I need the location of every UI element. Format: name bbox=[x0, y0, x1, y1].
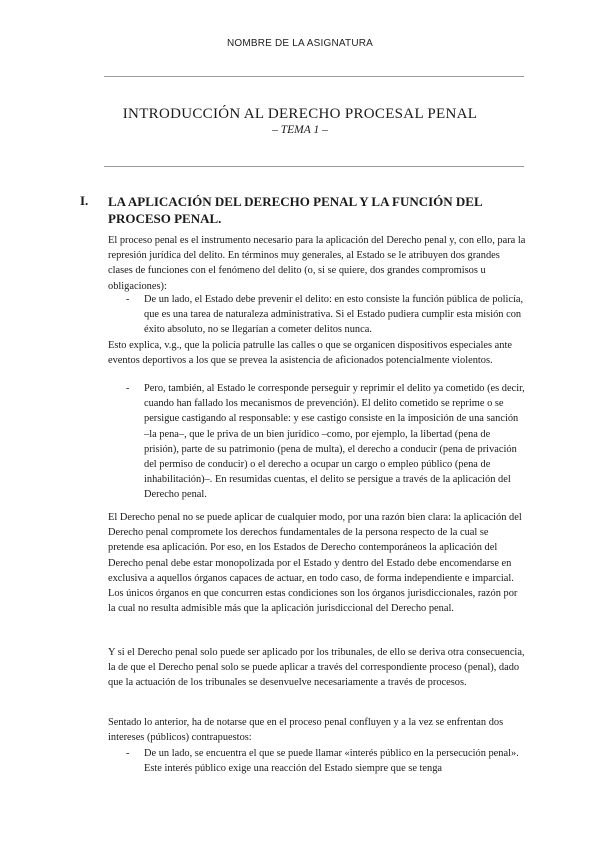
list-item bbox=[108, 746, 526, 776]
paragraph-text: Sentado lo anterior, ha de notarse que en el proceso penal confluyen y a la vez se enfrentan dos intereses (públicos) contrapuestos: bbox=[108, 717, 504, 744]
paragraph-example bbox=[108, 338, 526, 368]
bullet-list-interests bbox=[108, 746, 526, 776]
paragraph-jurisdiction bbox=[108, 510, 526, 616]
document-title: INTRODUCCIÓN AL DERECHO PROCESAL PENAL bbox=[122, 106, 478, 122]
list-item bbox=[108, 381, 526, 503]
bullet-list-repression bbox=[108, 381, 526, 503]
header-divider-top bbox=[104, 76, 524, 77]
running-header: NOMBRE DE LA ASIGNATURA bbox=[226, 38, 374, 49]
list-item-text: De un lado, se encuentra el que se puede llamar «interés público en la persecución penal». Este interés público exige una reacción del Estado siempre que se tenga bbox=[144, 748, 519, 775]
list-marker: - bbox=[126, 383, 130, 394]
paragraph-text: El proceso penal es el instrumento necesario para la aplicación del Derecho penal y, con ello, para la represión jurídica del delito. En términos muy generales, al Estado se le atribuyen dos grandes clases de funciones con el fenómeno del delito (o, si se quiere, dos grandes compromisos u obligaciones): bbox=[108, 235, 526, 292]
paragraph-text: Esto explica, v.g., que la policía patrulle las calles o que se organicen dispositivos especiales ante eventos deportivos a los que se prevea la asistencia de aficionados potencialmente violentos. bbox=[108, 340, 512, 367]
section-number: I. bbox=[80, 193, 89, 208]
paragraph-text: El Derecho penal no se puede aplicar de cualquier modo, por una razón bien clara: la aplicación del Derecho penal compromete los derechos fundamentales de la persona respecto de la cual se pretende esa aplicación. Por eso, en los Estados de Derecho contemporáneos la aplicación del Derecho penal debe estar monopolizada por el Estado y dentro del Estado debe encomendarse en exclusiva a aquellos órganos capaces de actuar, en todo caso, de forma independiente e imparcial. Los únicos órganos en que concurren estas condiciones son los órganos jurisdiccionales, razón por la cual no resulta admisible más que la aplicación jurisdiccional del Derecho penal. bbox=[108, 512, 522, 615]
header-divider-bottom bbox=[104, 166, 524, 167]
list-item bbox=[108, 292, 526, 338]
paragraph-process bbox=[108, 645, 526, 691]
list-item-text: Pero, también, al Estado le corresponde perseguir y reprimir el delito ya cometido (es decir, cuando han fallado los mecanismos de prevención). El delito cometido se reprime o se persigue castigando al responsable: y ese castigo consiste en la imposición de una sanción –la pena–, que le priva de un bien jurídico –como, por ejemplo, la libertad (pena de prisión), parte de su patrimonio (pena de multa), el derecho a conducir (pena de privación del permiso de conducir) o el derecho a ocupar un cargo o empleo público (pena de inhabilitación)–. En resumidas cuentas, el delito se persigue a través de la aplicación del Derecho penal. bbox=[144, 383, 525, 501]
document-subtitle: – TEMA 1 – bbox=[272, 124, 328, 136]
bullet-list-prevention bbox=[108, 292, 526, 338]
paragraph-intro bbox=[108, 233, 526, 294]
list-marker: - bbox=[126, 748, 130, 759]
section-title: LA APLICACIÓN DEL DERECHO PENAL Y LA FUNCIÓN DEL PROCESO PENAL. bbox=[108, 194, 482, 226]
paragraph-text: Y si el Derecho penal solo puede ser aplicado por los tribunales, de ello se deriva otra consecuencia, la de que el Derecho penal solo se puede aplicar a través del correspondiente proceso (penal), dado que la actuación de los tribunales se desenvuelve necesariamente a través de procesos. bbox=[108, 647, 525, 689]
list-marker: - bbox=[126, 294, 130, 305]
list-item-text: De un lado, el Estado debe prevenir el delito: en esto consiste la función pública de policía, que es una tarea de naturaleza administrativa. Si el Estado pudiera cumplir esta misión con éxito absoluto, no se llegarían a cometer delitos nunca. bbox=[144, 294, 524, 336]
paragraph-interests bbox=[108, 715, 526, 745]
